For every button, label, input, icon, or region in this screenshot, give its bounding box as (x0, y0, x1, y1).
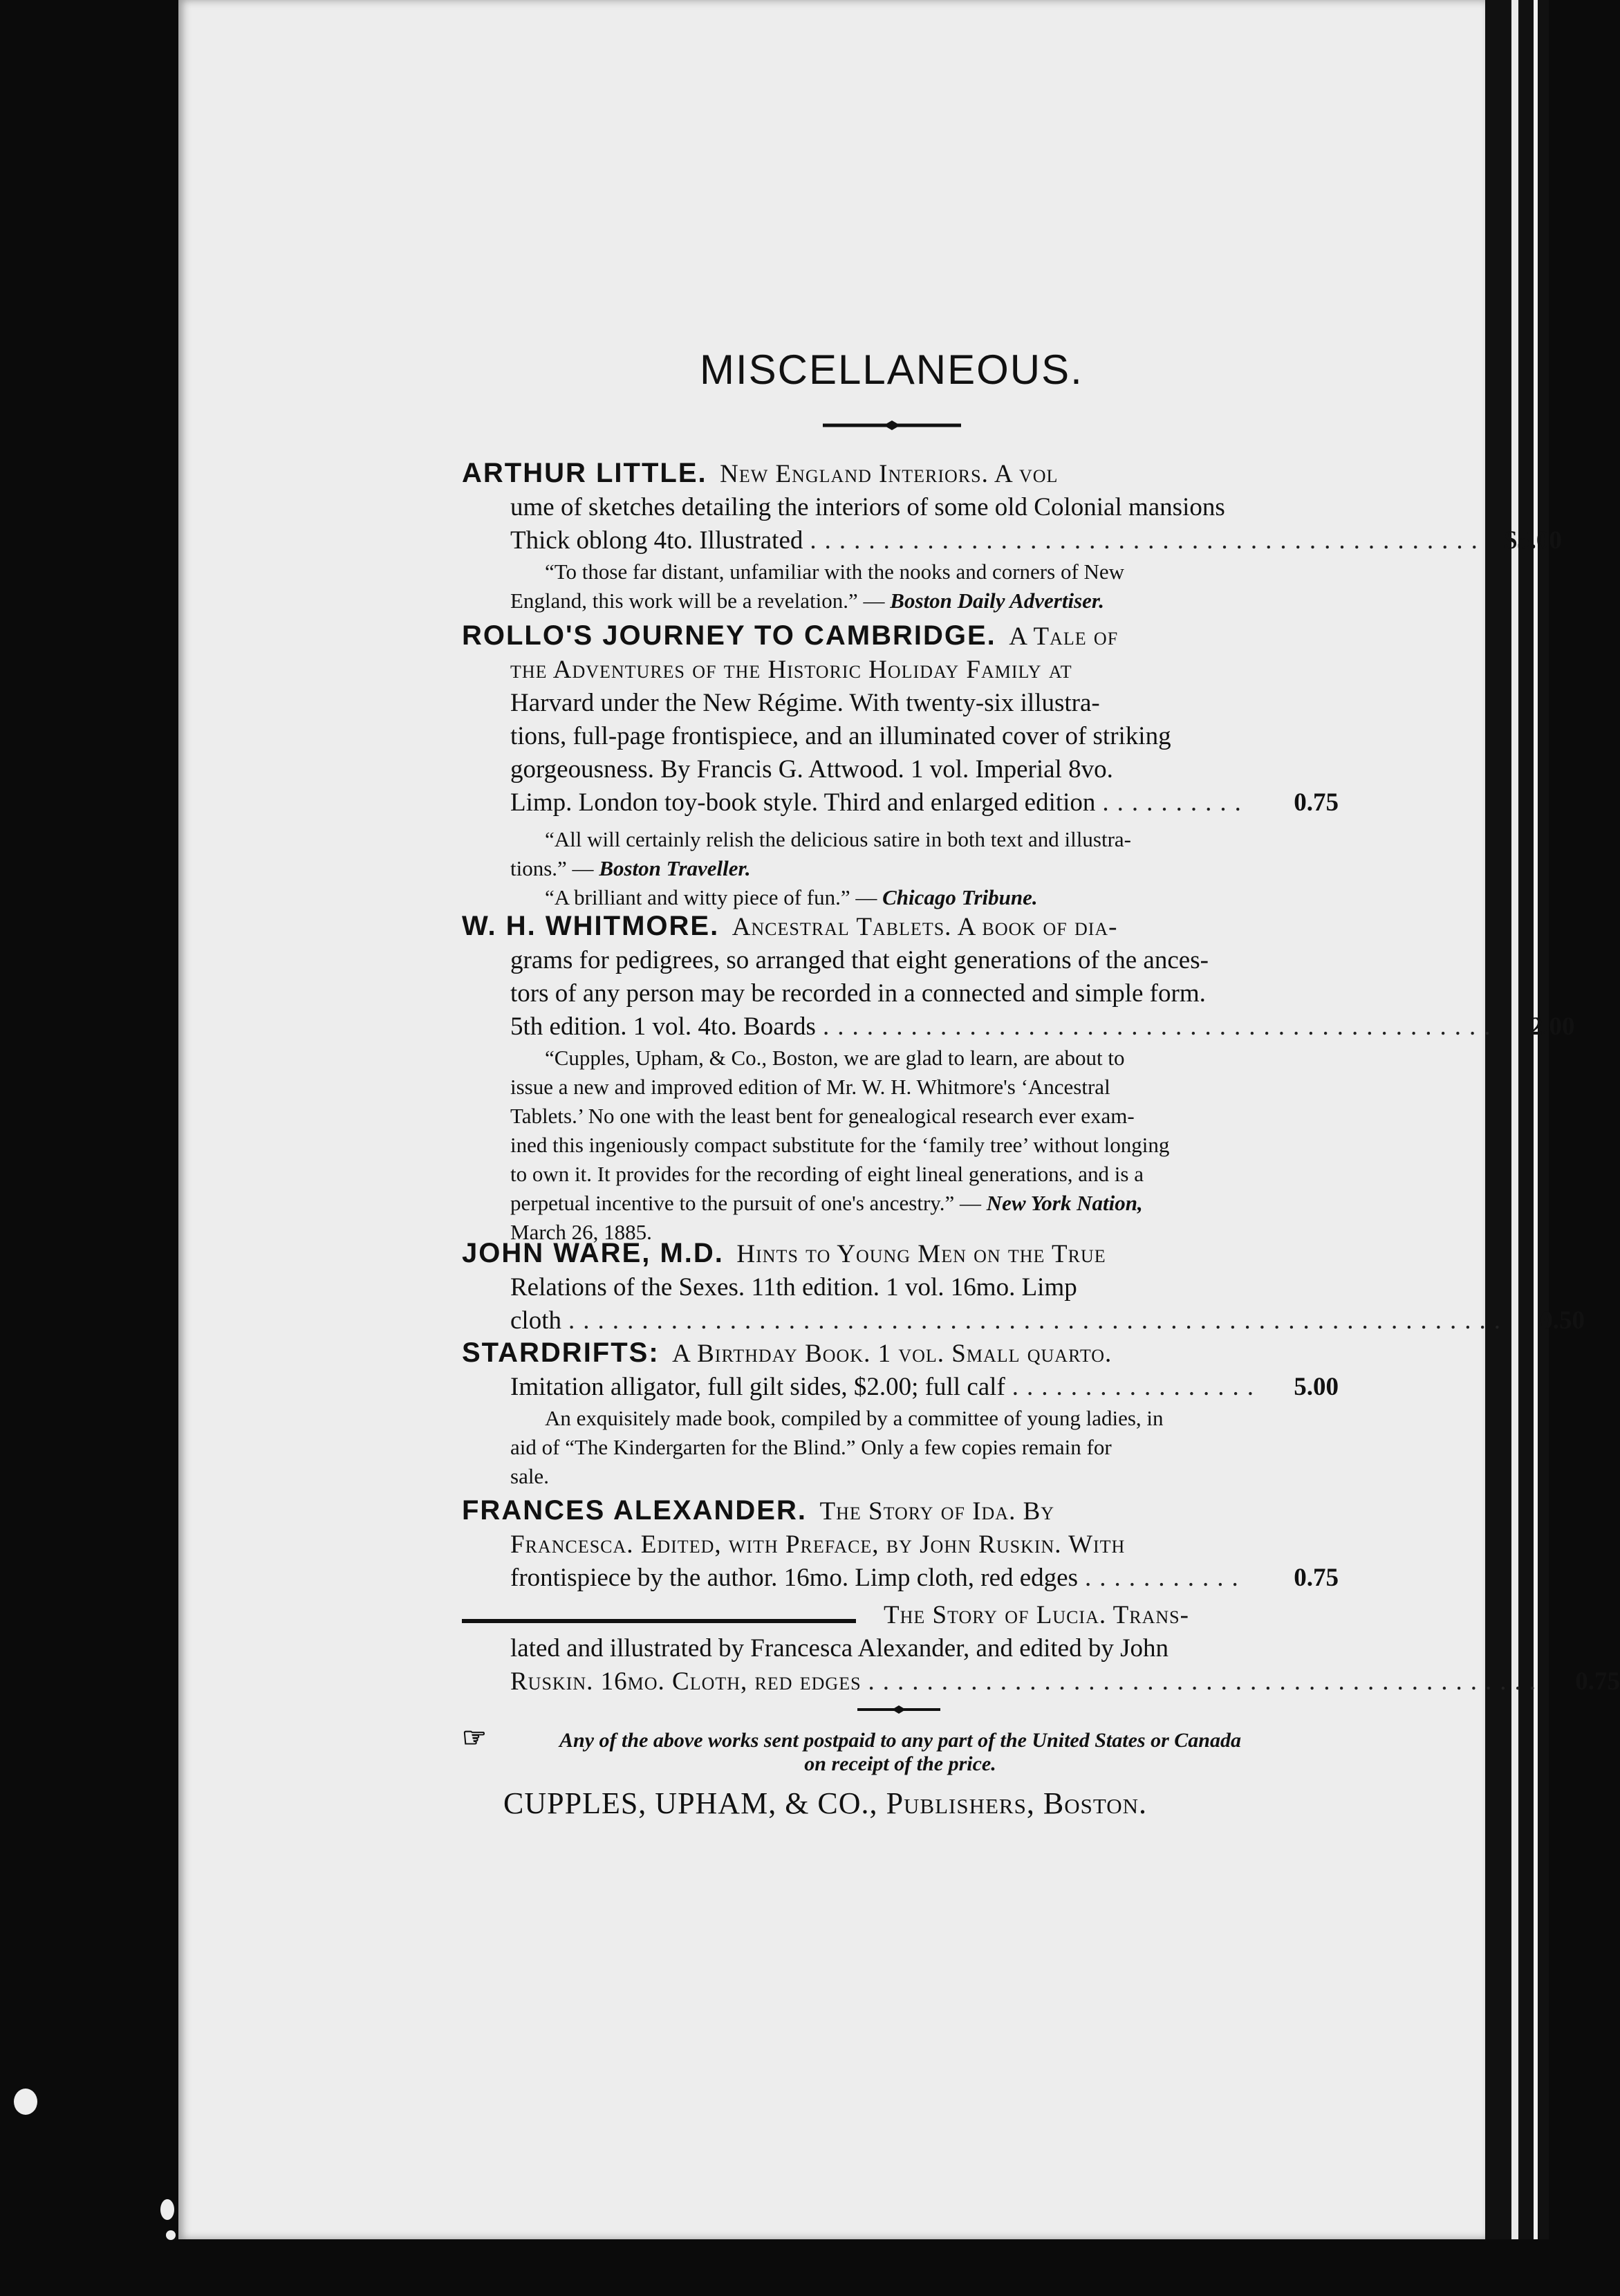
scan-speck (166, 2230, 176, 2240)
review-quote: ined this ingeniously compact substitute for the ‘family tree’ without longing (510, 1133, 1170, 1157)
entry-price: $5.00 (1504, 526, 1562, 555)
quote-source: Chicago Tribune. (882, 885, 1038, 909)
review-quote: tions.” — (510, 856, 594, 880)
review-quote: “Cupples, Upham, & Co., Boston, we are glad to learn, are about to (545, 1046, 1125, 1070)
entry-text: cloth (510, 1306, 561, 1335)
ditto-rule (462, 1619, 856, 1623)
entry-text: the Adventures of the Historic Holiday Family at (510, 656, 1072, 684)
entry-text: Harvard under the New Régime. With twenty-six illustra- (510, 689, 1100, 717)
catalog-entry (462, 619, 1339, 912)
review-quote: perpetual incentive to the pursuit of one's ancestry.” — (510, 1191, 982, 1215)
leader-dots: .............................................. (868, 1667, 1545, 1696)
catalog-entry (462, 1336, 1339, 1491)
quote-date: March 26, 1885. (510, 1220, 652, 1244)
catalog-entry (462, 1494, 1339, 1595)
scan-speck (14, 2089, 37, 2115)
review-quote: “A brilliant and witty piece of fun.” — (545, 885, 877, 909)
entry-text: gorgeousness. By Francis G. Attwood. 1 vol. Imperial 8vo. (510, 755, 1113, 784)
entry-price: 0.75 (1294, 1564, 1339, 1592)
review-quote: England, this work will be a revelation.” — (510, 589, 885, 613)
entry-text: Relations of the Sexes. 11th edition. 1 vol. 16mo. Limp (510, 1273, 1077, 1302)
quote-source: Boston Daily Advertiser. (890, 589, 1104, 613)
quote-source: New York Nation, (986, 1191, 1143, 1215)
entry-author: W. H. WHITMORE. (462, 911, 720, 941)
publisher-role: Publishers, (886, 1786, 1035, 1820)
entry-text: Imitation alligator, full gilt sides, $2.00; full calf (510, 1373, 1005, 1401)
entry-price: 0.75 (1294, 788, 1339, 817)
catalog-entry (462, 1237, 1585, 1337)
entry-text: New England Interiors. A vol (720, 460, 1059, 488)
review-quote: “To those far distant, unfamiliar with the nooks and corners of New (545, 559, 1125, 584)
ornamental-rule (823, 415, 961, 436)
entry-text: Thick oblong 4to. Illustrated (510, 526, 803, 555)
catalog-entry (462, 456, 1562, 615)
publisher-imprint (503, 1786, 1147, 1821)
entry-text: tions, full-page frontispiece, and an illuminated cover of striking (510, 722, 1171, 750)
quote-source: Boston Traveller. (599, 856, 751, 880)
leader-dots: .............................................. (810, 526, 1486, 555)
entry-text: tors of any person may be recorded in a connected and simple form. (510, 979, 1206, 1008)
entry-author: ARTHUR LITTLE. (462, 458, 707, 488)
publisher-name: CUPPLES, UPHAM, & CO., (503, 1786, 878, 1820)
ornamental-rule (857, 1701, 940, 1718)
entry-price: 0.75 (1575, 1667, 1620, 1696)
entry-price: 5.00 (1294, 1373, 1339, 1401)
entry-text: Ancestral Tablets. A book of dia- (732, 913, 1118, 941)
page-edge-right (1485, 0, 1549, 2239)
review-quote: Tablets.’ No one with the least bent for genealogical research ever exam- (510, 1104, 1135, 1128)
entry-text: ume of sketches detailing the interiors of some old Colonial mansions (510, 493, 1225, 521)
entry-text: The Story of Ida. By (819, 1497, 1055, 1526)
publisher-city: Boston. (1043, 1786, 1147, 1820)
review-quote: issue a new and improved edition of Mr. W. H. Whitmore's ‘Ancestral (510, 1075, 1110, 1099)
entry-text: frontispiece by the author. 16mo. Limp cloth, red edges (510, 1564, 1078, 1592)
review-quote: sale. (510, 1464, 549, 1488)
entry-author: ROLLO'S JOURNEY TO CAMBRIDGE. (462, 620, 996, 651)
entry-price: 0.50 (1540, 1306, 1585, 1335)
pointing-hand-icon: ☞ (462, 1722, 487, 1753)
entry-text: The Story of Lucia. Trans- (884, 1601, 1189, 1629)
review-quote: An exquisitely made book, compiled by a committee of young ladies, in (545, 1406, 1164, 1430)
leader-dots: .......... (1102, 788, 1249, 817)
leader-dots: ................................................................ (568, 1306, 1509, 1335)
entry-text: A Birthday Book. 1 vol. Small quarto. (672, 1340, 1112, 1368)
scan-speck (160, 2199, 174, 2220)
entry-text: lated and illustrated by Francesca Alexander, and edited by John (510, 1634, 1169, 1663)
entry-text: Ruskin. 16mo. Cloth, red edges (510, 1667, 862, 1696)
leader-dots: ........... (1085, 1564, 1247, 1592)
entry-text: Francesca. Edited, with Preface, by John Ruskin. With (510, 1530, 1126, 1559)
entry-price: 2.00 (1529, 1012, 1575, 1041)
ordering-notice (462, 1722, 1339, 1776)
entry-author: FRANCES ALEXANDER. (462, 1495, 807, 1526)
page-title: MISCELLANEOUS. (700, 346, 1083, 393)
entry-author: JOHN WARE, M.D. (462, 1238, 724, 1268)
scan-border-bottom (0, 2239, 1549, 2296)
entry-author: STARDRIFTS: (462, 1337, 660, 1368)
review-quote: aid of “The Kindergarten for the Blind.” Only a few copies remain for (510, 1435, 1112, 1459)
leader-dots: ................. (1012, 1373, 1263, 1401)
entry-text: Hints to Young Men on the True (736, 1240, 1106, 1268)
catalog-entry (462, 909, 1575, 1247)
entry-text: A Tale of (1009, 622, 1119, 651)
entry-text: grams for pedigrees, so arranged that eight generations of the ances- (510, 946, 1209, 974)
leader-dots: .............................................. (822, 1012, 1499, 1041)
notice-line: Any of the above works sent postpaid to any part of the United States or Canada (559, 1729, 1241, 1752)
review-quote: to own it. It provides for the recording of eight lineal generations, and is a (510, 1162, 1144, 1186)
entry-text: Limp. London toy-book style. Third and enlarged edition (510, 788, 1096, 817)
catalog-entry (462, 1599, 1620, 1698)
entry-text: 5th edition. 1 vol. 4to. Boards (510, 1012, 816, 1041)
review-quote: “All will certainly relish the delicious satire in both text and illustra- (545, 827, 1131, 851)
notice-line: on receipt of the price. (804, 1752, 996, 1775)
